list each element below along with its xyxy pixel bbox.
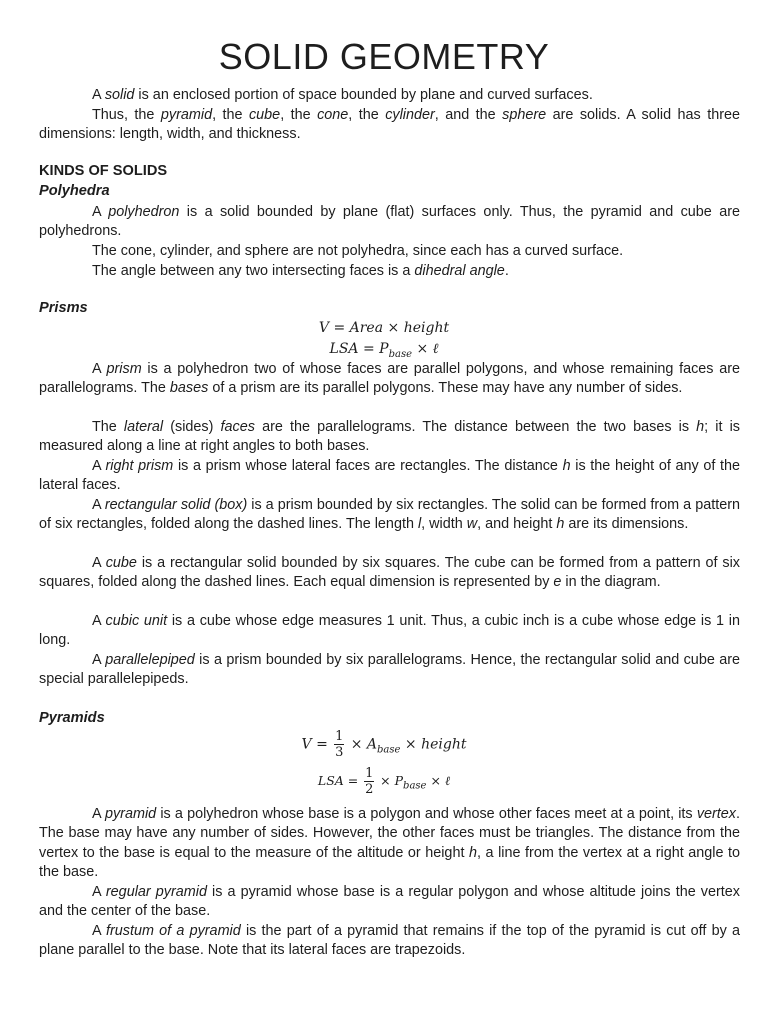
polyhedra-paragraph-1: A polyhedron is a solid bounded by plane (flat) surfaces only. Thus, the pyramid and cube are polyhedrons. <box>39 204 740 240</box>
subheading-pyramids: Pyramids <box>39 710 105 726</box>
pyramid-volume-formula: V = $\frac{1}{3}$ × $A_{base}$ × height <box>301 729 467 760</box>
prisms-paragraph-2: The lateral (sides) faces are the parallelograms. The distance between the two bases is h; it is measured along a line at right angles to both bases. <box>39 419 740 455</box>
prisms-paragraph-7: A parallelepiped is a prism bounded by six parallelograms. Hence, the rectangular solid and cube are special parallelepipeds. <box>39 652 740 688</box>
pyramids-paragraph-2: A regular pyramid is a pyramid whose base is a regular polygon and whose altitude joins the vertex and the center of the base. <box>39 884 740 920</box>
prisms-paragraph-4: A rectangular solid (box) is a prism bounded by six rectangles. The solid can be formed from a pattern of six rectangles, folded along the dashed lines. The length l, width w, and height h are its dimensions. <box>39 497 741 533</box>
prisms-paragraph-3: A right prism is a prism whose lateral faces are rectangles. The distance h is the height of any of the lateral faces. <box>39 458 740 494</box>
prisms-paragraph-5: A cube is a rectangular solid bounded by six squares. The cube can be formed from a pattern of six squares, folded along the dashed lines. Each equal dimension is represented by e in the diagram. <box>39 555 740 591</box>
prism-lsa-formula: LSA = $P_{base}$ × ℓ <box>329 341 439 360</box>
polyhedra-paragraph-2: The cone, cylinder, and sphere are not polyhedra, since each has a curved surface. <box>92 243 624 259</box>
polyhedra-paragraph-3: The angle between any two intersecting faces is a dihedral angle. <box>92 263 509 279</box>
pyramid-lsa-formula: LSA = $\frac{1}{2}$ × $P_{base}$ × ℓ <box>317 766 451 797</box>
intro-paragraph-2: Thus, the pyramid, the cube, the cone, the cylinder, and the sphere are solids. A solid has three dimensions: length, width, and thickness. <box>39 107 740 143</box>
intro-paragraph-1: A solid is an enclosed portion of space bounded by plane and curved surfaces. <box>92 87 593 103</box>
section-heading-kinds: KINDS OF SOLIDS <box>39 163 168 179</box>
pyramids-paragraph-1: A pyramid is a polyhedron whose base is a polygon and whose other faces meet at a point, its vertex. The base may have any number of sides. However, the other faces must be triangles. The distance from the vertex to the base is equal to the measure of the altitude or height h, a line from the vertex at a right angle to the base. <box>39 806 741 880</box>
prisms-paragraph-6: A cubic unit is a cube whose edge measures 1 unit. Thus, a cubic inch is a cube whose edge is 1 in long. <box>39 613 740 649</box>
prism-volume-formula: V = Area × height <box>318 320 450 336</box>
page-title: SOLID GEOMETRY <box>218 36 550 77</box>
prisms-paragraph-1: A prism is a polyhedron two of whose faces are parallel polygons, and whose remaining faces are parallelograms. The bases of a prism are its parallel polygons. These may have any number of sides. <box>39 361 740 397</box>
subheading-polyhedra: Polyhedra <box>39 183 110 199</box>
subheading-prisms: Prisms <box>39 300 88 316</box>
pyramids-paragraph-3: A frustum of a pyramid is the part of a pyramid that remains if the top of the pyramid is cut off by a plane parallel to the base. Note that its lateral faces are trapezoids. <box>39 923 740 959</box>
